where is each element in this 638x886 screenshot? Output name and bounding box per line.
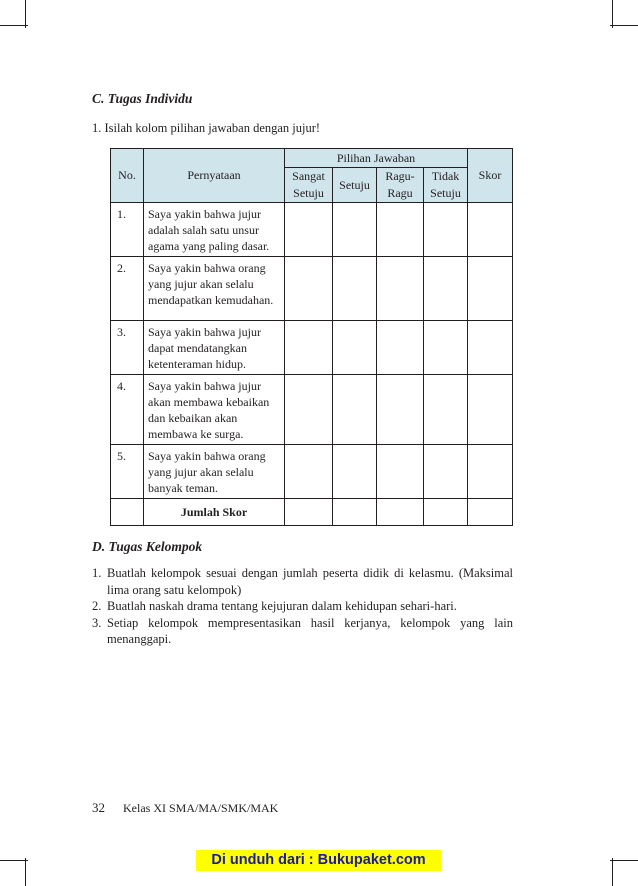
table-row	[111, 321, 513, 375]
survey-table	[110, 148, 513, 526]
answer-cell[interactable]	[285, 257, 333, 321]
score-cell[interactable]	[468, 445, 513, 499]
total-score-cell[interactable]	[468, 499, 513, 526]
header-choices-group: Pilihan Jawaban	[285, 149, 468, 168]
list-item	[92, 615, 513, 648]
header-choice-agree: Setuju	[333, 168, 377, 203]
task-number: 1.	[92, 566, 102, 580]
crop-mark	[25, 858, 26, 886]
score-cell[interactable]	[468, 321, 513, 375]
table-row	[111, 375, 513, 445]
total-row	[111, 499, 513, 526]
task-text: Buatlah kelompok sesuai dengan jumlah peserta didik di kelasmu. (Maksimal lima orang satu kelompok)	[107, 566, 513, 597]
task-number: 3.	[92, 615, 102, 630]
total-cell[interactable]	[333, 499, 377, 526]
header-choice-disagree: Tidak Setuju	[424, 168, 468, 203]
footer-text: Kelas XI SMA/MA/SMK/MAK	[123, 801, 279, 815]
answer-cell[interactable]	[285, 203, 333, 257]
crop-mark	[612, 858, 613, 886]
table-row	[111, 257, 513, 321]
header-statement: Pernyataan	[144, 149, 285, 203]
instruction-text: 1. Isilah kolom pilihan jawaban dengan jujur!	[92, 121, 321, 135]
crop-mark	[0, 860, 28, 861]
answer-cell[interactable]	[377, 321, 424, 375]
task-list	[92, 565, 513, 648]
answer-cell[interactable]	[285, 321, 333, 375]
crop-mark	[612, 0, 613, 28]
answer-cell[interactable]	[285, 445, 333, 499]
row-statement: Saya yakin bahwa jujur adalah salah satu unsur agama yang paling dasar.	[144, 203, 285, 257]
row-statement: Saya yakin bahwa jujur dapat mendatangkan ketenteraman hidup.	[144, 321, 285, 375]
header-no: No.	[111, 149, 144, 203]
answer-cell[interactable]	[333, 257, 377, 321]
answer-cell[interactable]	[424, 257, 468, 321]
table-row	[111, 203, 513, 257]
table-row	[111, 445, 513, 499]
empty-cell	[111, 499, 144, 526]
score-cell[interactable]	[468, 203, 513, 257]
task-number: 2.	[92, 599, 102, 613]
crop-mark	[0, 25, 28, 26]
answer-cell[interactable]	[333, 445, 377, 499]
answer-cell[interactable]	[377, 257, 424, 321]
answer-cell[interactable]	[424, 445, 468, 499]
row-statement: Saya yakin bahwa orang yang jujur akan selalu banyak teman.	[144, 445, 285, 499]
total-cell[interactable]	[424, 499, 468, 526]
crop-mark	[610, 860, 638, 861]
row-number: 3.	[111, 321, 144, 375]
task-text: Setiap kelompok mempresentasikan hasil kerjanya, kelompok yang lain menanggapi.	[107, 615, 513, 646]
download-source-link[interactable]: Di unduh dari : Bukupaket.com	[196, 850, 441, 871]
answer-cell[interactable]	[424, 375, 468, 445]
section-d-heading: D. Tugas Kelompok	[92, 539, 203, 554]
row-number: 4.	[111, 375, 144, 445]
total-score-label: Jumlah Skor	[144, 499, 285, 526]
row-statement: Saya yakin bahwa jujur akan membawa kebaikan dan kebaikan akan membawa ke surga.	[144, 375, 285, 445]
answer-cell[interactable]	[424, 321, 468, 375]
crop-mark	[610, 25, 638, 26]
section-c-heading: C. Tugas Individu	[92, 91, 193, 106]
list-item	[92, 565, 513, 598]
row-number: 5.	[111, 445, 144, 499]
page-number: 32	[92, 800, 105, 815]
row-statement: Saya yakin bahwa orang yang jujur akan selalu mendapatkan kemudahan.	[144, 257, 285, 321]
task-text: Buatlah naskah drama tentang kejujuran dalam kehidupan sehari-hari.	[107, 599, 457, 613]
score-cell[interactable]	[468, 375, 513, 445]
header-choice-unsure: Ragu-Ragu	[377, 168, 424, 203]
header-score: Skor	[468, 149, 513, 203]
crop-mark	[25, 0, 26, 28]
header-choice-strongly-agree: Sangat Setuju	[285, 168, 333, 203]
list-item	[92, 598, 513, 615]
answer-cell[interactable]	[333, 375, 377, 445]
answer-cell[interactable]	[377, 445, 424, 499]
answer-cell[interactable]	[333, 321, 377, 375]
row-number: 2.	[111, 257, 144, 321]
answer-cell[interactable]	[285, 375, 333, 445]
score-cell[interactable]	[468, 257, 513, 321]
answer-cell[interactable]	[333, 203, 377, 257]
answer-cell[interactable]	[424, 203, 468, 257]
total-cell[interactable]	[285, 499, 333, 526]
answer-cell[interactable]	[377, 375, 424, 445]
row-number: 1.	[111, 203, 144, 257]
answer-cell[interactable]	[377, 203, 424, 257]
total-cell[interactable]	[377, 499, 424, 526]
